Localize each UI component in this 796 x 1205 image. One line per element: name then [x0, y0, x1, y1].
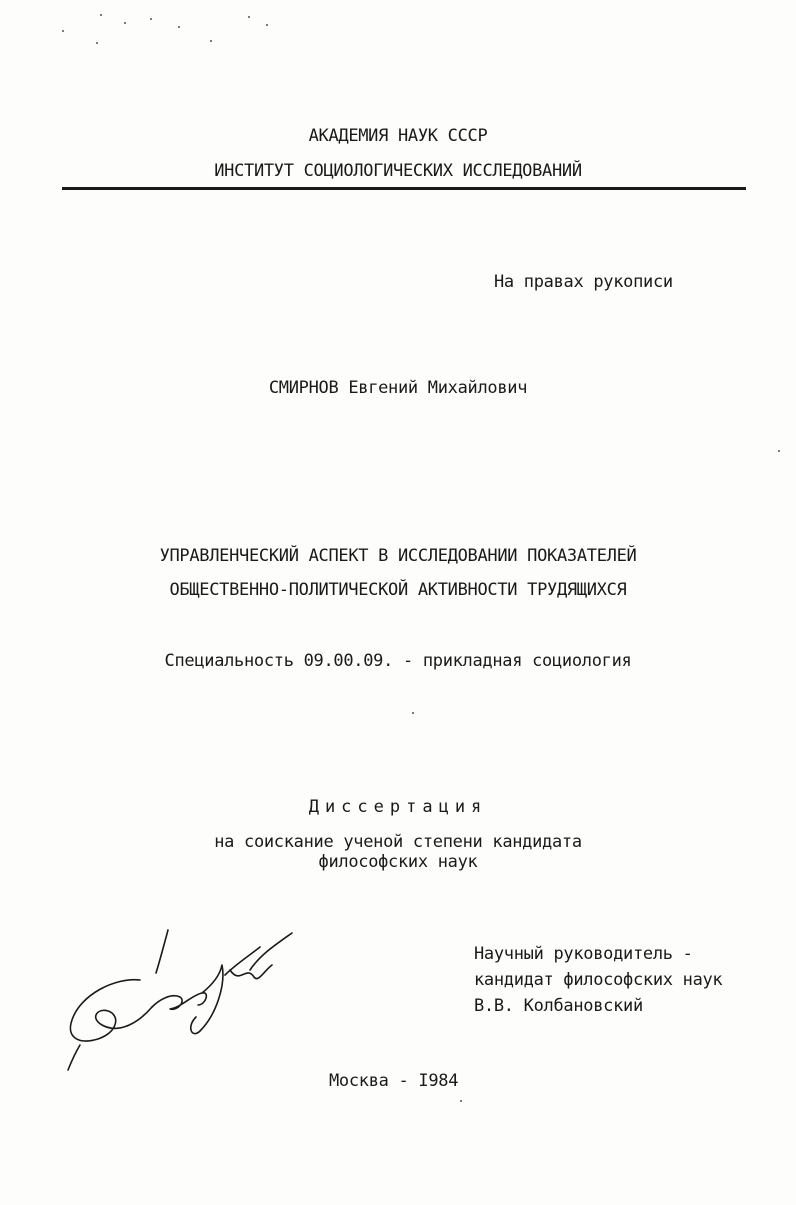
specialty: Специальность 09.00.09. - прикладная социология [164, 651, 632, 671]
header-divider [62, 187, 746, 190]
manuscript-note: На правах рукописи [494, 272, 673, 292]
supervisor-name: В.В. Колбановский [474, 996, 643, 1016]
institute-name: ИНСТИТУТ СОЦИОЛОГИЧЕСКИХ ИССЛЕДОВАНИЙ [214, 161, 582, 181]
title-line-1: УПРАВЛЕНЧЕСКИЙ АСПЕКТ В ИССЛЕДОВАНИИ ПОКАЗАТЕЛЕЙ [159, 546, 637, 566]
supervisor-role: Научный руководитель - [474, 944, 693, 964]
handwritten-signature [60, 925, 310, 1075]
city-year: Москва - I984 [329, 1071, 459, 1091]
author-name: СМИРНОВ Евгений Михайлович [268, 378, 528, 398]
title-line-2: ОБЩЕСТВЕННО-ПОЛИТИЧЕСКОЙ АКТИВНОСТИ ТРУДЯЩИХСЯ [169, 580, 627, 600]
supervisor-degree: кандидат философских наук [474, 970, 723, 990]
work-type-label: Диссертация [308, 797, 488, 817]
degree-line-1: на соискание ученой степени кандидата [214, 832, 582, 852]
academy-name: АКАДЕМИЯ НАУК СССР [308, 126, 488, 146]
degree-line-2: философских наук [318, 852, 478, 872]
